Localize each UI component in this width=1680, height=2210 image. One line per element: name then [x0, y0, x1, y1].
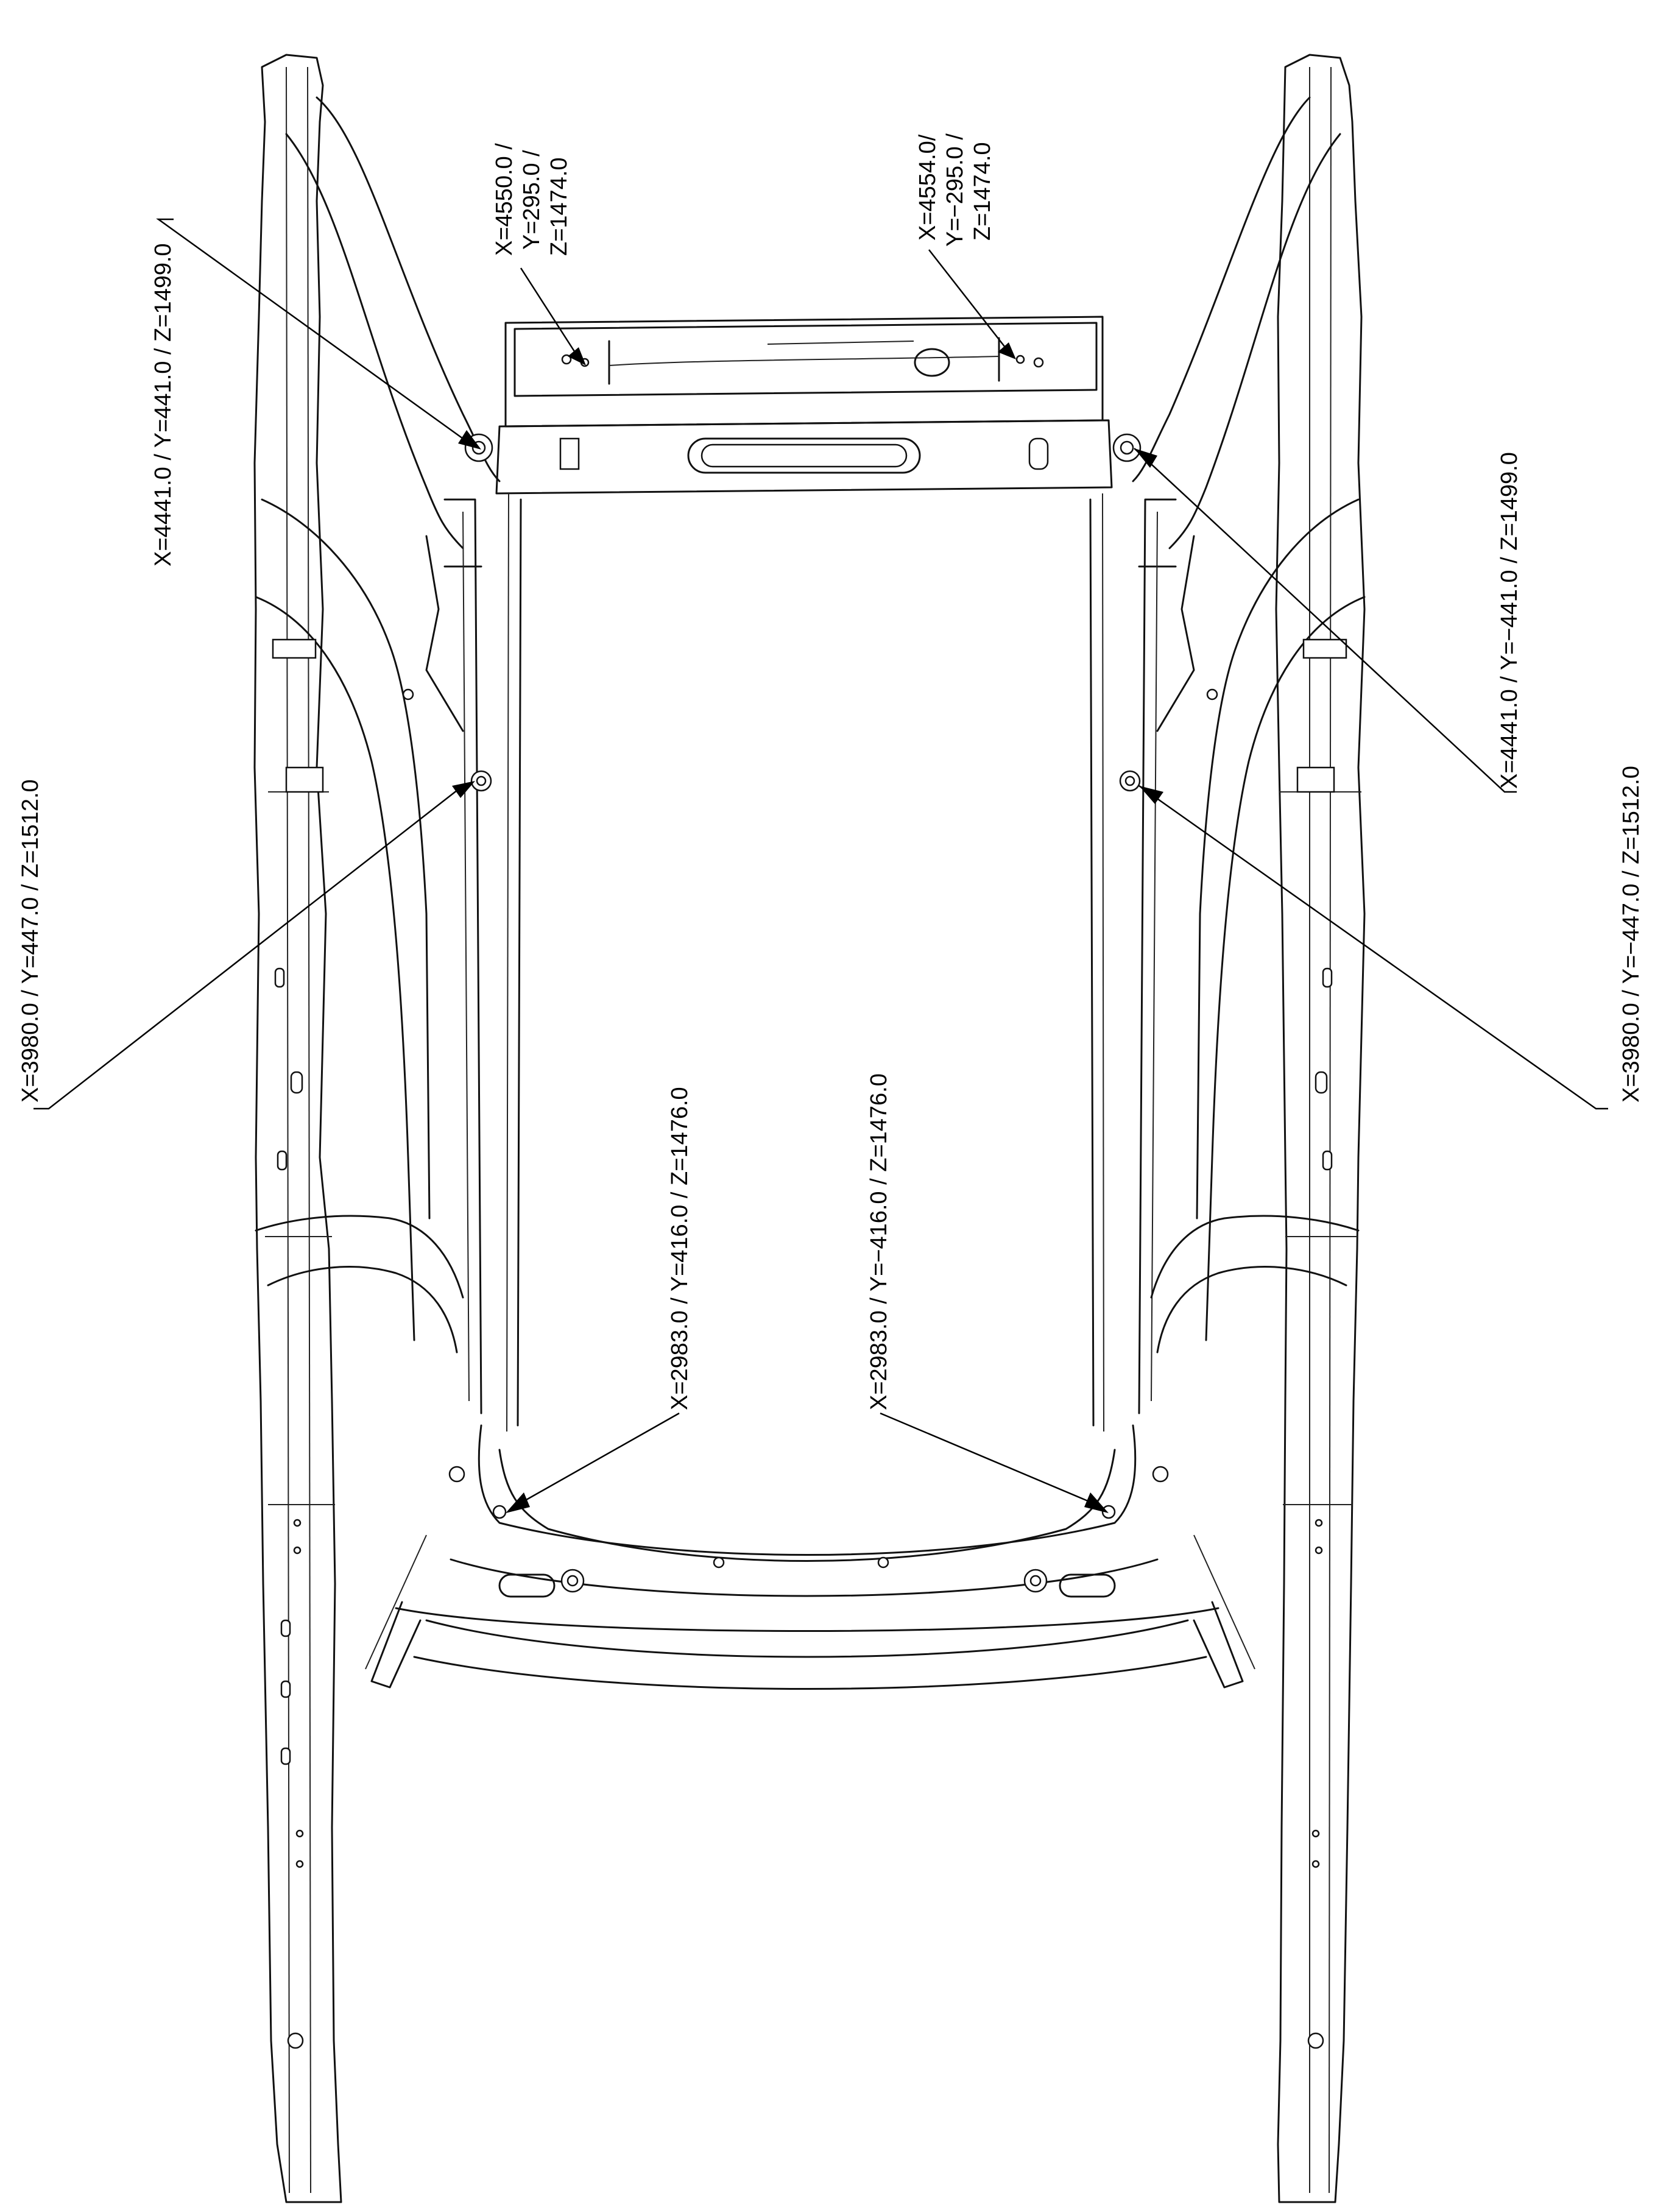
- label-left-rear-locator: X=2983.0 / Y=416.0 / Z=1476.0: [667, 1087, 693, 1410]
- right-side-rail: [1276, 55, 1364, 2202]
- left-side-rail: [255, 55, 341, 2202]
- rear-header: [365, 1425, 1255, 1689]
- label-right-front-locator: X=4441.0 / Y=−441.0 / Z=1499.0: [1497, 452, 1522, 789]
- label-left-header-line-1: X=4550.0 /: [492, 143, 517, 256]
- leader-lines: [34, 219, 1608, 1513]
- label-left-header-line-2: Y=295.0 /: [519, 150, 545, 250]
- center-pillars: [256, 1216, 1358, 1352]
- left-a-pillar: [256, 97, 499, 1413]
- label-right-header-line-3: Z=1474.0: [970, 142, 995, 241]
- front-header: [496, 317, 1112, 493]
- right-a-pillar: [1114, 97, 1364, 1413]
- label-left-front-locator: X=4441.0 / Y=441.0 / Z=1499.0: [150, 243, 176, 567]
- label-right-header-line-2: Y=−295.0 /: [942, 133, 968, 247]
- label-right-header-line-1: X=4554.0/: [915, 134, 941, 241]
- label-right-mid-locator: X=3980.0 / Y=−447.0 / Z=1512.0: [1618, 766, 1644, 1103]
- label-left-mid-locator: X=3980.0 / Y=447.0 / Z=1512.0: [18, 779, 43, 1103]
- label-left-header-line-3: Z=1474.0: [546, 157, 572, 256]
- label-right-rear-locator: X=2983.0 / Y=−416.0 / Z=1476.0: [866, 1073, 892, 1410]
- roof-opening: [471, 493, 1140, 1432]
